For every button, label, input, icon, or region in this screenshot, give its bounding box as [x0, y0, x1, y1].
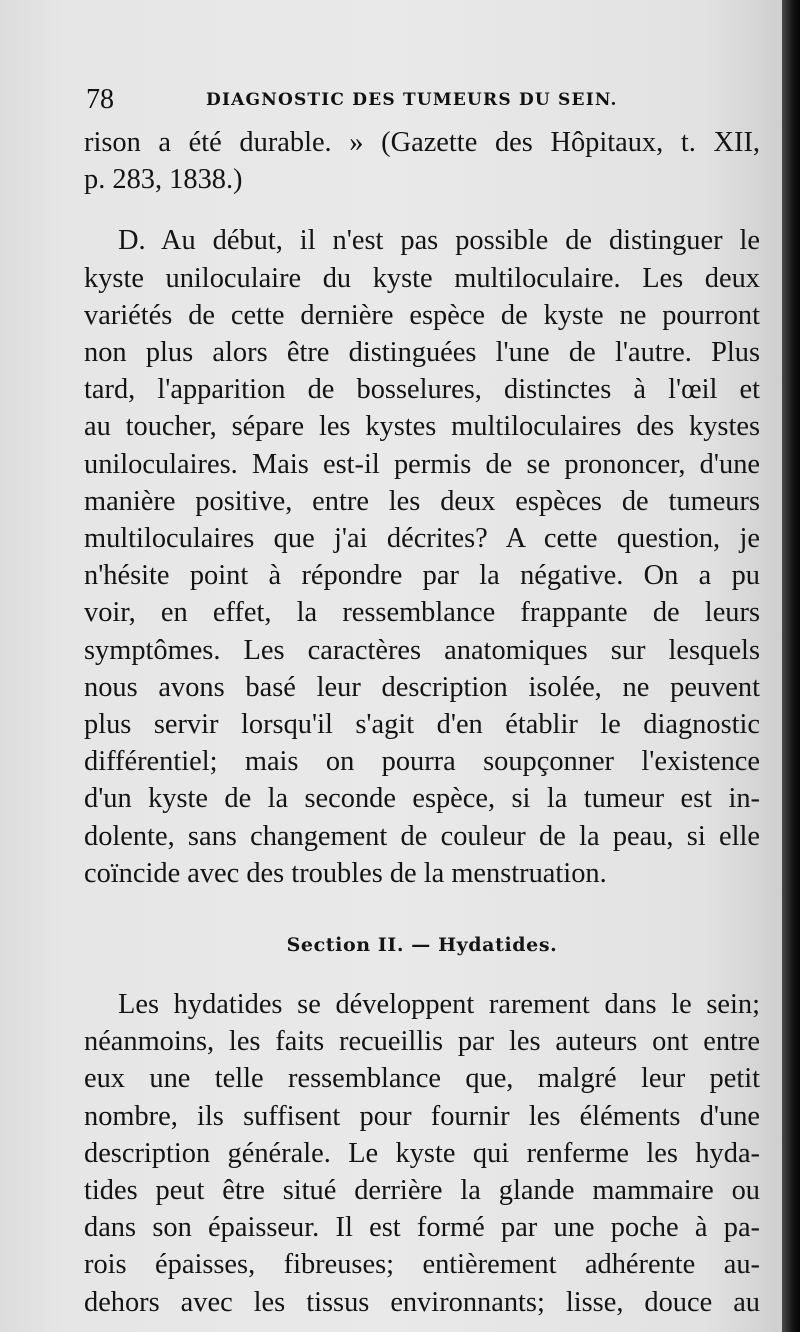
paragraph-hydatides: [84, 986, 760, 1321]
page-number: 78: [86, 84, 114, 115]
text-line: tides peut être situé derrière la glande mammaire ou: [84, 1175, 760, 1207]
text-line: symptômes. Les caractères anatomiques sur lesquels: [84, 634, 760, 666]
text-line: néanmoins, les faits recueillis par les auteurs ont entre: [84, 1026, 760, 1058]
text-line: uniloculaires. Mais est-il permis de se prononcer, d'une: [84, 448, 760, 480]
text-line: p. 283, 1838.): [84, 164, 243, 196]
text-line: kyste uniloculaire du kyste multiloculaire. Les deux: [84, 262, 760, 294]
text-line: coïncide avec des troubles de la menstruation.: [84, 857, 607, 889]
text-line: variétés de cette dernière espèce de kyste ne pourront: [84, 299, 760, 331]
paragraph-diagnostic: [84, 222, 760, 892]
text-line: tard, l'apparition de bosselures, distinctes à l'œil et: [84, 374, 760, 406]
text-line: au toucher, sépare les kystes multiloculaires des kystes: [84, 411, 760, 443]
text-line: plus servir lorsqu'il s'agit d'en établir le diagnostic: [84, 709, 760, 741]
text-line: nombre, ils suffisent pour fournir les éléments d'une: [84, 1100, 760, 1132]
text-line: n'hésite point à répondre par la négative. On a pu: [84, 560, 760, 592]
text-line: Les hydatides se développent rarement dans le sein;: [118, 989, 760, 1021]
text-line: dehors avec les tissus environnants; lisse, douce au: [84, 1286, 760, 1318]
text-line: d'un kyste de la seconde espèce, si la tumeur est in-: [84, 783, 760, 815]
text-line: rois épaisses, fibreuses; entièrement adhérente au-: [84, 1249, 760, 1281]
page-header: [84, 78, 742, 118]
text-line: D. Au début, il n'est pas possible de distinguer le: [118, 225, 760, 257]
text-line: nous avons basé leur description isolée, ne peuvent: [84, 671, 760, 703]
paragraph-continuation: [84, 124, 760, 198]
scan-edge-shadow: [782, 0, 800, 1332]
text-line: multiloculaires que j'ai décrites? A cette question, je: [84, 523, 760, 555]
section-heading: Section II. — Hydatides.: [286, 934, 558, 957]
text-line: rison a été durable. » (Gazette des Hôpitaux, t. XII,: [84, 127, 760, 158]
running-head: DIAGNOSTIC DES TUMEURS DU SEIN.: [206, 90, 618, 110]
text-line: manière positive, entre les deux espèces de tumeurs: [84, 485, 760, 517]
text-line: description générale. Le kyste qui renferme les hyda-: [84, 1137, 760, 1169]
paragraph-gap: [84, 198, 760, 222]
text-line: dans son épaisseur. Il est formé par une poche à pa-: [84, 1212, 760, 1244]
text-line: différentiel; mais on pourra soupçonner l'existence: [84, 746, 760, 778]
text-line: voir, en effet, la ressemblance frappante de leurs: [84, 597, 760, 629]
text-line: dolente, sans changement de couleur de la peau, si elle: [84, 820, 760, 852]
body-text: [84, 124, 760, 1321]
text-line: non plus alors être distinguées l'une de l'autre. Plus: [84, 337, 760, 369]
text-line: eux une telle ressemblance que, malgré leur petit: [84, 1063, 760, 1095]
